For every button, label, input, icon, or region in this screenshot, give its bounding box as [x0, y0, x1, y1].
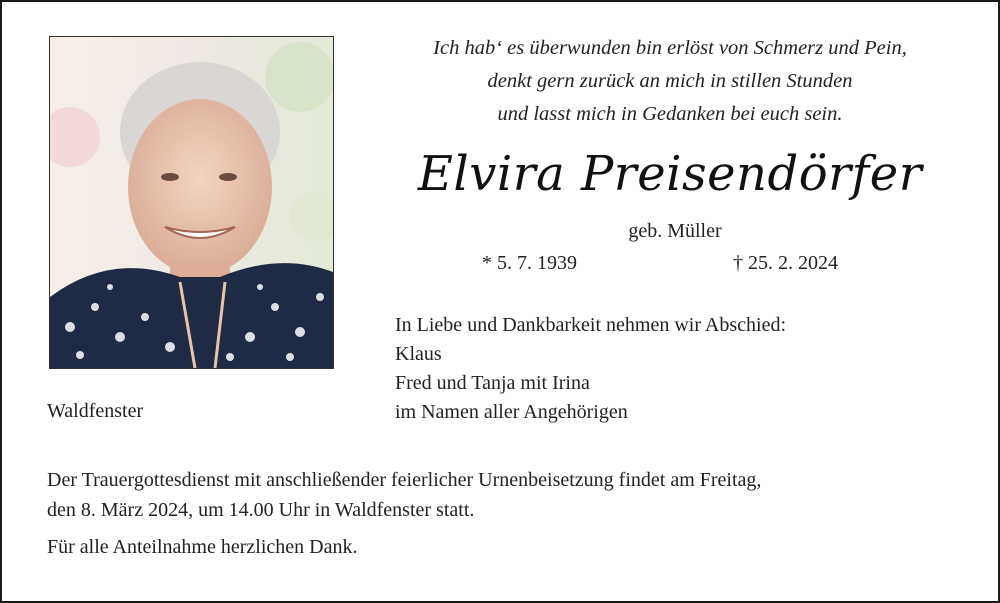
deceased-name: Elvira Preisendörfer — [417, 146, 923, 202]
poem-line: Ich hab‘ es überwunden bin erlöst von Schmerz und Pein, — [433, 37, 907, 59]
poem-line: denkt gern zurück an mich in stillen Stunden — [487, 70, 853, 92]
service-line: den 8. März 2024, um 14.00 Uhr in Waldfenster statt. — [47, 499, 475, 521]
death-date: † 25. 2. 2024 — [733, 252, 838, 274]
poem-line: und lasst mich in Gedanken bei euch sein. — [497, 103, 843, 125]
service-info — [47, 465, 967, 525]
place-name: Waldfenster — [47, 400, 144, 422]
thanks-line: Für alle Anteilnahme herzlichen Dank. — [47, 536, 358, 558]
mourners-line: Klaus — [395, 343, 442, 365]
maiden-name: geb. Müller — [628, 220, 722, 242]
poem — [360, 32, 980, 131]
service-line: Der Trauergottesdienst mit anschließender feierlicher Urnenbeisetzung findet am Freitag, — [47, 469, 762, 491]
mourners-line: In Liebe und Dankbarkeit nehmen wir Abschied: — [395, 314, 786, 336]
birth-date: * 5. 7. 1939 — [482, 252, 577, 274]
mourners-line: Fred und Tanja mit Irina — [395, 372, 590, 394]
portrait-photo — [49, 36, 334, 369]
mourners-block — [395, 311, 965, 427]
mourners-line: im Namen aller Angehörigen — [395, 401, 628, 423]
